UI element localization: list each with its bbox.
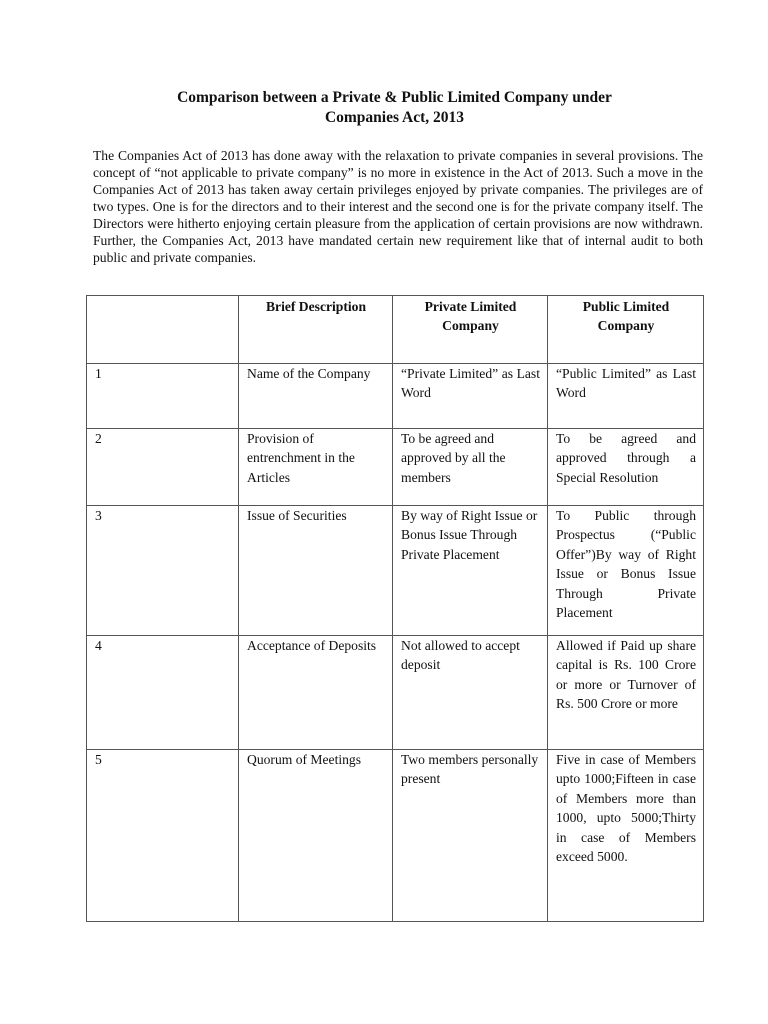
row-private: Not allowed to accept deposit [393,636,548,750]
title-line-2: Companies Act, 2013 [324,109,465,126]
table-row [87,750,704,922]
row-number: 4 [87,636,239,750]
row-private: By way of Right Issue or Bonus Issue Through Private Placement [393,506,548,636]
row-public: To Public through Prospectus (“Public Offer”)By way of Right Issue or Bonus Issue Through Private Placement [548,506,704,636]
row-description: Issue of Securities [239,506,393,636]
header-brief-description: Brief Description [239,296,393,364]
table-row [87,429,704,506]
table-row [87,506,704,636]
row-public: Five in case of Members upto 1000;Fifteen in case of Members more than 1000, upto 5000;Thirty in case of Members exceed 5000. [548,750,704,922]
row-public: To be agreed and approved through a Special Resolution [548,429,704,506]
table-header-row [87,296,704,364]
intro-paragraph: The Companies Act of 2013 has done away with the relaxation to private companies in several provisions. The concept of “not applicable to private company” is no more in existence in the Act of 2013. Such a move in the Companies Act of 2013 has taken away certain privileges enjoyed by private companies. The privileges are of two types. One is for the directors and to their interest and the second one is for the private company itself. The Directors were hitherto enjoying certain pleasure from the application of certain provisions are now withdrawn. Further, the Companies Act, 2013 have mandated certain new requirement like that of internal audit to both public and private companies. [93,148,703,265]
row-private: “Private Limited” as Last Word [393,364,548,429]
document-title [86,88,703,128]
row-number: 3 [87,506,239,636]
table-row [87,364,704,429]
row-description: Name of the Company [239,364,393,429]
row-number: 2 [87,429,239,506]
comparison-table [86,295,704,922]
header-number [87,296,239,364]
row-description: Provision of entrenchment in the Articles [239,429,393,506]
row-description: Quorum of Meetings [239,750,393,922]
row-description: Acceptance of Deposits [239,636,393,750]
row-number: 1 [87,364,239,429]
table-row [87,636,704,750]
header-public-limited: Public Limited Company [548,296,704,364]
title-line-1: Comparison between a Private & Public Limited Company under [177,89,612,106]
row-private: To be agreed and approved by all the members [393,429,548,506]
row-number: 5 [87,750,239,922]
header-private-limited: Private Limited Company [393,296,548,364]
row-public: Allowed if Paid up share capital is Rs. 100 Crore or more or Turnover of Rs. 500 Crore or more [548,636,704,750]
row-private: Two members personally present [393,750,548,922]
row-public: “Public Limited” as Last Word [548,364,704,429]
